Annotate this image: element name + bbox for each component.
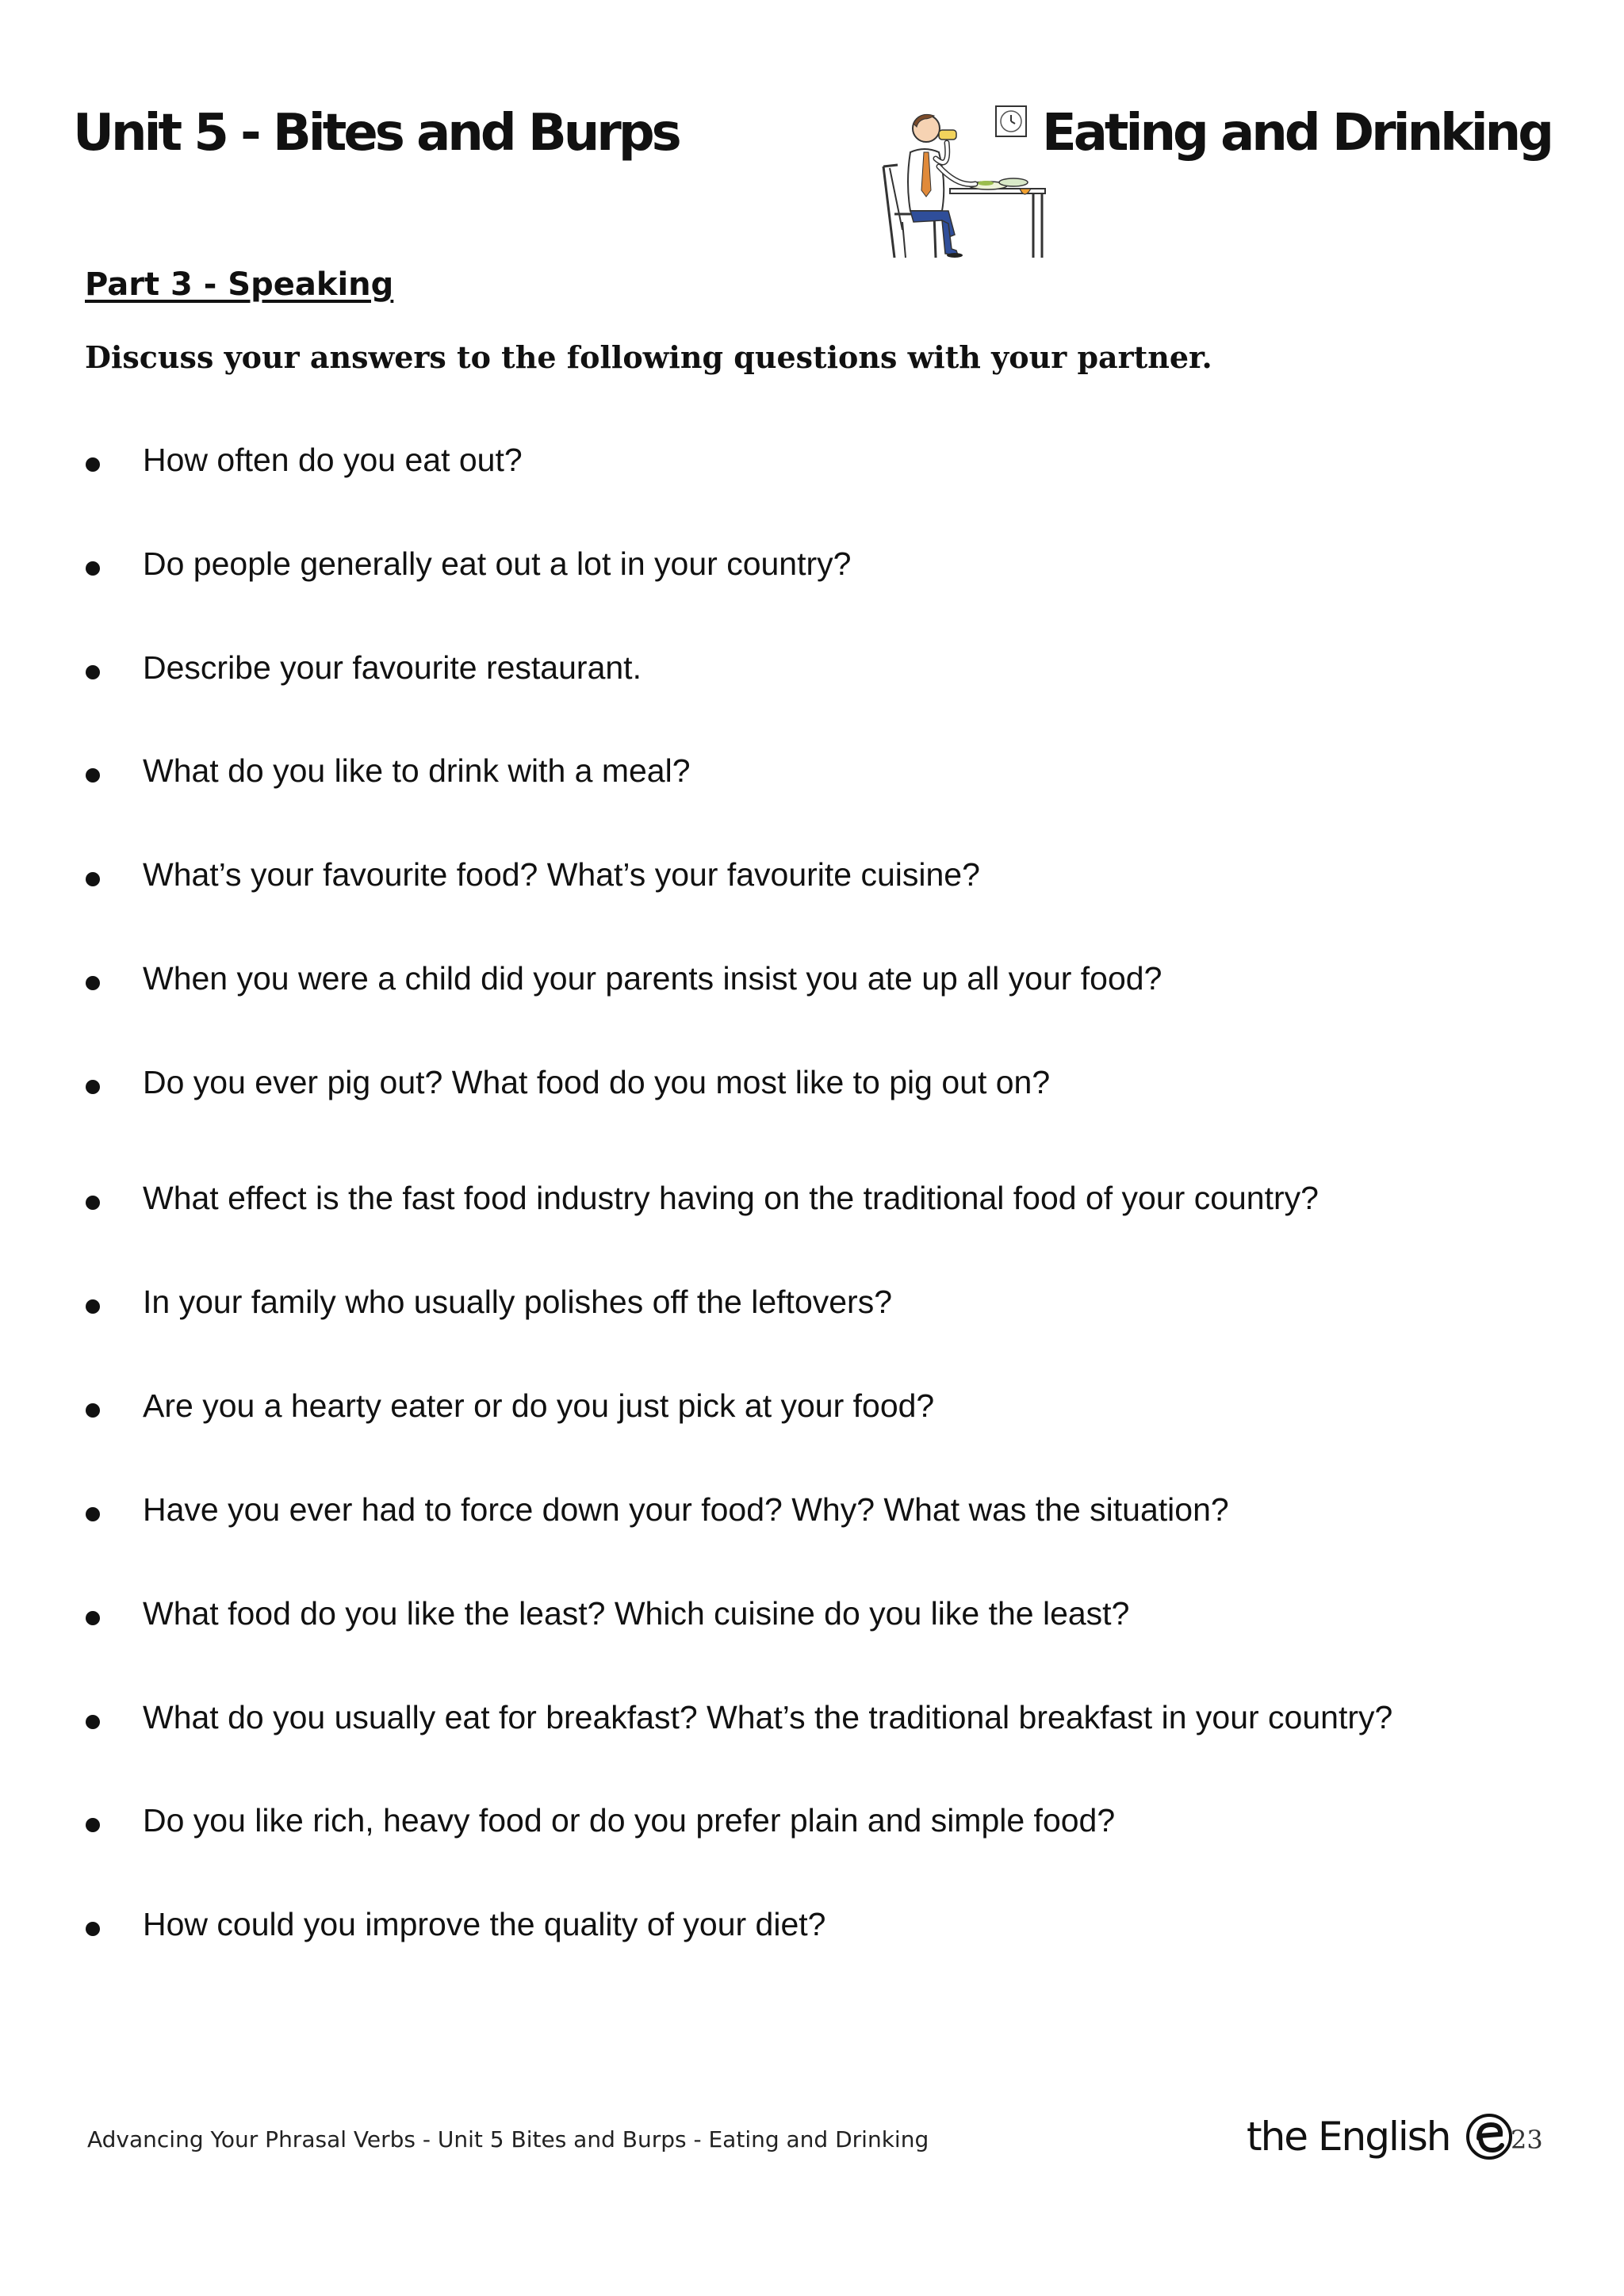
question-text: Do people generally eat out a lot in your country? xyxy=(143,545,852,582)
bullet-icon xyxy=(86,457,100,472)
question-text: What do you usually eat for breakfast? What’s the traditional breakfast in your country? xyxy=(143,1698,1393,1735)
question-item xyxy=(86,955,1162,1002)
brand-name: the English xyxy=(1247,2114,1450,2160)
unit-title: Unit 5 - Bites and Burps xyxy=(73,104,679,163)
question-text: What’s your favourite food? What’s your favourite cuisine? xyxy=(143,855,980,893)
bullet-icon xyxy=(86,1080,100,1094)
e-logo-icon xyxy=(1465,2112,1514,2161)
question-item xyxy=(86,1174,1319,1222)
bullet-icon xyxy=(86,1403,100,1418)
question-text: How could you improve the quality of your diet? xyxy=(143,1905,826,1942)
bullet-icon xyxy=(86,561,100,576)
question-item xyxy=(86,1797,1115,1844)
question-text: What do you like to drink with a meal? xyxy=(143,752,691,789)
section-heading: Part 3 - Speaking xyxy=(85,266,394,303)
question-item xyxy=(86,540,851,587)
bullet-icon xyxy=(86,665,100,679)
bullet-icon xyxy=(86,1196,100,1210)
question-text: Do you like rich, heavy food or do you prefer plain and simple food? xyxy=(143,1801,1116,1839)
question-item xyxy=(86,851,980,898)
question-text: Describe your favourite restaurant. xyxy=(143,649,642,686)
instruction-text: Discuss your answers to the following questions with your partner. xyxy=(85,339,1212,375)
question-item xyxy=(86,1590,1129,1637)
question-item xyxy=(86,1382,934,1429)
question-item xyxy=(86,1693,1392,1741)
bullet-icon xyxy=(86,976,100,990)
bullet-icon xyxy=(86,1818,100,1832)
footer-brand xyxy=(1247,2112,1514,2161)
page-number: 23 xyxy=(1511,2125,1543,2155)
bullet-icon xyxy=(86,768,100,783)
question-text: What effect is the fast food industry having on the traditional food of your country? xyxy=(143,1179,1319,1216)
question-text: How often do you eat out? xyxy=(143,441,523,478)
question-text: Do you ever pig out? What food do you most like to pig out on? xyxy=(143,1063,1051,1100)
footer-text: Advancing Your Phrasal Verbs - Unit 5 Bites and Burps - Eating and Drinking xyxy=(87,2126,929,2152)
question-text: In your family who usually polishes off the leftovers? xyxy=(143,1283,893,1320)
bullet-icon xyxy=(86,1611,100,1625)
question-item xyxy=(86,1058,1050,1106)
topic-title: Eating and Drinking xyxy=(1042,104,1551,163)
question-text: Have you ever had to force down your food? Why? What was the situation? xyxy=(143,1490,1229,1528)
question-text: Are you a hearty eater or do you just pick at your food? xyxy=(143,1387,935,1424)
question-item xyxy=(86,747,691,794)
question-item xyxy=(86,1486,1229,1533)
question-item xyxy=(86,436,523,484)
bullet-icon xyxy=(86,1507,100,1521)
question-item xyxy=(86,1278,892,1326)
bullet-icon xyxy=(86,1299,100,1314)
question-item xyxy=(86,1900,825,1948)
bullet-icon xyxy=(86,1922,100,1936)
bullet-icon xyxy=(86,872,100,886)
question-item xyxy=(86,644,642,691)
bullet-icon xyxy=(86,1715,100,1729)
question-text: When you were a child did your parents insist you ate up all your food? xyxy=(143,959,1162,997)
question-text: What food do you like the least? Which cuisine do you like the least? xyxy=(143,1594,1130,1632)
